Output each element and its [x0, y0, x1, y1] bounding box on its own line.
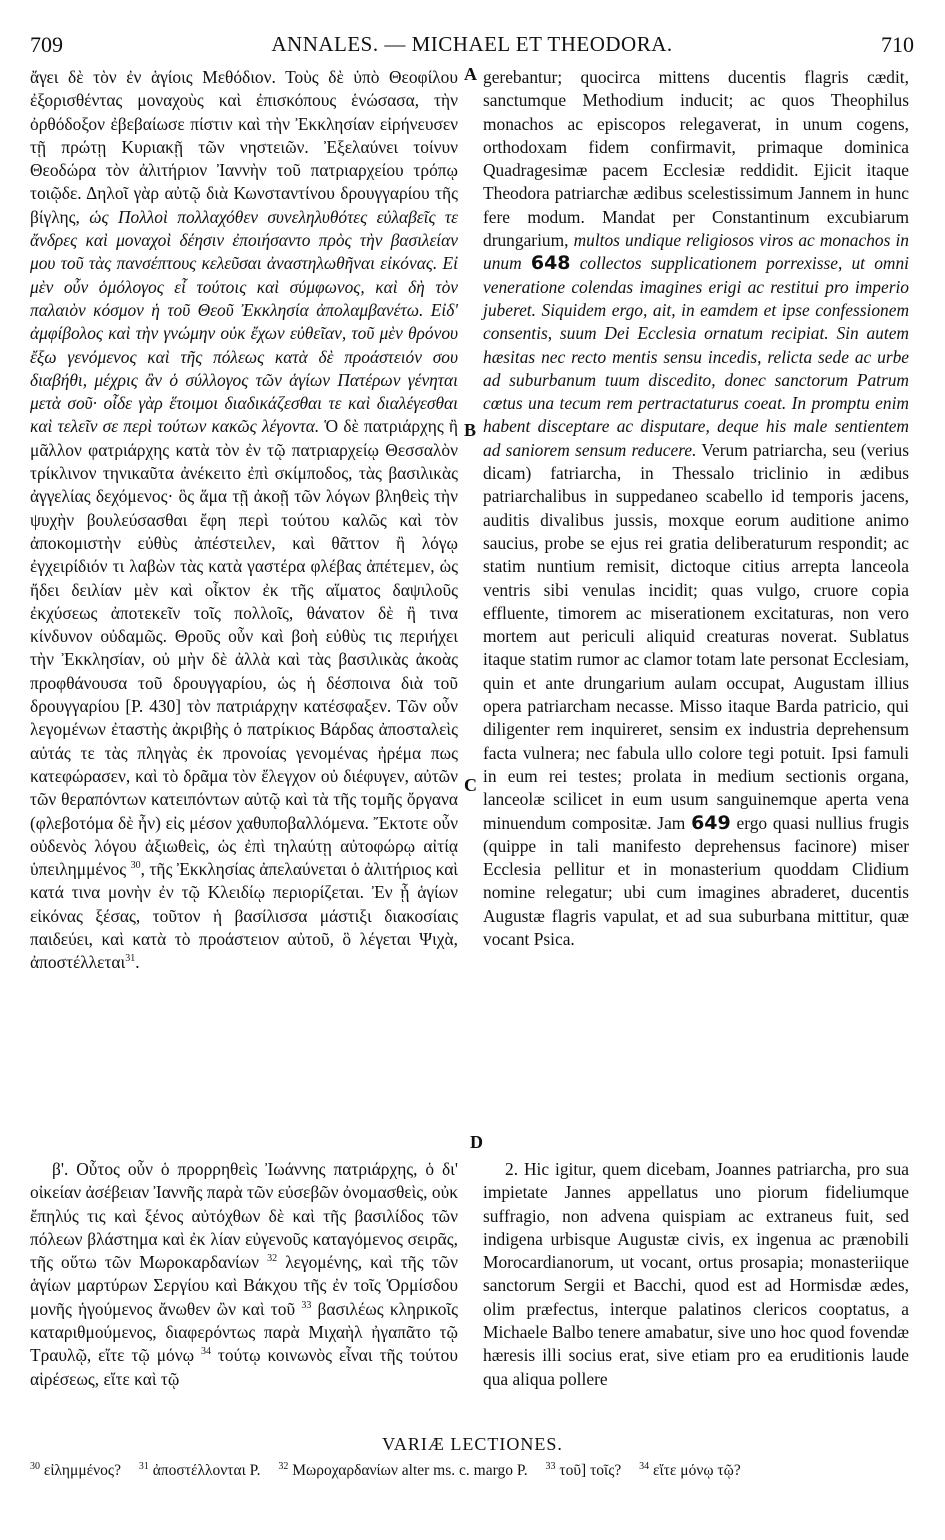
greek-text: ἄγει δὲ τὸν ἐν ἁγίοις Μεθόδιον. Τοὺς δὲ ὑπὸ Θεοφίλου ἐξορισθέντας μοναχοὺς καὶ ἐπισκόπους ἑνώσασα, τὴν ὀρθόδοξον ἐβεβαίωσε πίστιν καὶ τὴν Ἐκκλησίαν εἰρήνευσεν τῇ πρώτῃ Κυριακῇ τῶν νηστειῶν. Ἐξελαύνει τοίνυν Θεοδώρα τὸν ἀλιτήριον Ἰαννὴν τοῦ πατριαρχείου τρόπῳ τοιῷδε. Δηλοῖ γὰρ αὐτῷ διὰ Κωνσταντίνου δρουγγαρίου τῆς βίγλης,: [30, 67, 458, 227]
greek-paragraph-2: [30, 1158, 458, 1391]
variant-text: εἴτε μόνῳ τῷ?: [652, 1462, 741, 1479]
page-number-right: 710: [881, 32, 914, 57]
footnote-number: 32: [278, 1460, 289, 1472]
latin-quoted-letter: collectos supplicationem porrexisse, ut omni veneratione colendas imagines erigi ac restitui pro imperio juberet. Siquidem ergo, ait, in eamdem et ipse confessionem consentis, suum Dei Ecclesia ornatum recipiat. Sin autem hæsitas nec recto mentis sensu incedis, relicta sede ac urbe ad suburbanum tuum discedito, donec sanctorum Patrum cœtus una tecum rem pertractaturus coeat. In promptu enim habent disceptare ac disputare, deque his male sentientem ad saniorem sensum reducere.: [483, 253, 909, 460]
latin-quoted-letter: multos undique religiosos viros ac monachos in unum: [483, 230, 909, 274]
greek-column-upper: [30, 66, 458, 975]
variant-note: [139, 1462, 261, 1479]
greek-text: τούτῳ κοινωνὸς εἶναι τῆς τούτου αἱρέσεως, εἴτε καὶ τῷ: [30, 1345, 458, 1389]
footnote-number: 34: [639, 1460, 650, 1472]
footnote-ref: 31: [125, 953, 136, 965]
variant-text: εἰλημμένος?: [43, 1462, 121, 1479]
running-header: [22, 22, 922, 60]
variant-text: ἀποστέλλονται P.: [152, 1462, 261, 1479]
greek-paragraph-1: [30, 66, 458, 975]
latin-column-lower: [483, 1158, 909, 1391]
footnote-number: 30: [30, 1460, 40, 1472]
page-number-left: 709: [30, 32, 63, 57]
greek-text: Ὁ δὲ πατριάρχης ἢ μᾶλλον φατριάρχης κατὰ τὸν ἐν τῷ πατριαρχείῳ Θεσσαλὸν τρίκλινον τηνικαῦτα ἀνέκειτο ἐπὶ σκίμποδος, τὰς βασιλικὰς ἀγγελίας δεχόμενος· ὃς ἅμα τῇ ἀκοῇ τῶν λόγων βληθεὶς τὴν ψυχὴν βουλεύσασθαι ἔφη περὶ τούτου καλῶς καὶ τὸν ἀποκομιστὴν εὐθὺς ἀπέστειλεν, καὶ θᾶττον ἢ λόγῳ ἐγχειρίδιόν τι λαβὼν τὰς κατὰ γαστέρα φλέβας ἀπέτεμεν, ὡς ἤδει δειλίαν μὲν καὶ οἶκτον ἐκ τῆς αἵματος δαψιλοῦς ἐκχύσεως ἀποτεκεῖν τοῖς πολλοῖς, θάνατον δὲ ἢ τινα κίνδυνον οὐδαμῶς. Θροῦς οὖν καὶ βοὴ εὐθὺς τις περιήχει τὴν Ἐκκλησίαν, οὐ μὴν δὲ ἀλλὰ καὶ τὰς βασιλικὰς ἀκοὰς προφθάνουσα τοῦ δρουγγαρίου, ὡς ἡ δέσποινα διὰ τοῦ δρουγγαρίου [P. 430] τὸν πατριάρχην κατέσφαξεν. Τῶν οὖν λεγομένων ἐταστὴς ἀκριβὴς ὁ πατρίκιος Βάρδας ἀποσταλεὶς αὐτάς τε τὰς πληγὰς ἐκ προνοίας γενομένας ἠρέμα πως κατεφώρασεν, καὶ τὸ δρᾶμα τὸν ἔλεγχον οὐ διέφυγεν, αὐτῶν τῶν θεραπόντων κατειπόντων αὐτῷ καὶ τὰ τῆς τομῆς ὄργανα (φλεβοτόμα δὲ ἦν) εἰς μέσον χαθυποβαλλόμενα. Ἔκτοτε οὖν οὐδενὸς λόγου ἀξιωθεὶς, ὡς ἐπὶ τηλαύτῃ αὐτοφώρῳ αἰτίᾳ ὑπειλημμένος: [30, 416, 458, 880]
variant-text: Μωροχαρδανίων alter ms. c. margo P.: [292, 1462, 528, 1479]
migne-column-number: 648: [530, 252, 571, 275]
variant-note: [639, 1462, 741, 1479]
latin-paragraph-2: 2. Hic igitur, quem dicebam, Joannes patriarcha, pro sua impietate Jannes appellatus uno piorum fideliumque suffragio, non advena quispiam ac extraneus fuit, sed indigena urbisque Augustæ civis, ex ingenua ac prænobili Morocardianorum, ut vocant, ortus prosapia; monasteriique sanctorum Sergii et Bacchi, quod est ad Hormisdæ ædes, olim præfectus, interque palatinos clericos cooptatus, a Michaele Balbo tenere amabatur, sive uno hoc quod fovendæ hæresis illi socius erat, sive etiam pro ea eruditionis laude qua aliqua pollere: [483, 1159, 909, 1389]
variant-note: [278, 1462, 527, 1479]
greek-quoted-letter: ὡς Πολλοὶ πολλαχόθεν συνεληλυθότες εὐλαβεῖς τε ἄνδρες καὶ μοναχοὶ δέησιν ἐποιήσαντο πρὸς τὴν βασιλείαν μου τοῦ τὰς πανσέπτους κελεῦσαι ἀναστηλωθῆναι εἰκόνας. Εἰ μὲν οὖν ὁμόλογος εἶ τούτοις καὶ σύμφωνος, καὶ δὴ τὸν παλαιὸν κόσμον ἡ τοῦ Θεοῦ Ἐκκλησία ἀπολαμβανέτω. Εἰδ' ἀμφίβολος καὶ τὴν γνώμην οὐκ ἔχων εὐθεῖαν, τοῦ μὲν θρόνου ἔξω γενόμενος καὶ τῆς πόλεως κατὰ δὲ προάστειόν σου διαβήθι, μέχρις ἂν ὁ σύλλογος τῶν ἁγίων Πατέρων γένηται μετὰ σοῦ· οἶδε γὰρ ἕτοιμοι διαδικάζεσθαι τε καὶ διαλέγεσθαι καὶ τελεῖν σε περὶ τούτων κακῶς λέγοντα.: [30, 206, 458, 437]
latin-paragraph-1: [483, 66, 909, 951]
footnote-ref: 34: [200, 1346, 211, 1358]
variant-note: [546, 1462, 622, 1479]
footnote-ref: 32: [267, 1253, 278, 1265]
running-title: ANNALES. — MICHAEL ET THEODORA.: [271, 32, 673, 56]
greek-text: λεγομένης, καὶ τῆς τῶν ἁγίων μαρτύρων Σεργίου καὶ Βάκχου τῆς ἐν τοῖς Ὁρμίσδου μονῆς ἡγούμενος ἄνωθεν ὢν καὶ τοῦ: [30, 1252, 458, 1319]
section-marker-c: C: [464, 775, 477, 795]
greek-text: βασιλέως κληρικοῖς καταριθμούμενος, διαφερόντως παρὰ Μιχαὴλ ἠγαπᾶτο τῷ Τραυλῷ, εἴτε τῷ μόνῳ: [30, 1298, 458, 1366]
footnote-number: 31: [138, 1460, 149, 1472]
footnote-ref: 30: [130, 860, 141, 872]
variae-lectiones-title: VARIÆ LECTIONES.: [382, 1434, 563, 1454]
variant-note: [30, 1462, 121, 1479]
latin-text: ergo quasi nullius frugis (quippe in tali manifesto deprehensus facinore) miser Ecclesia pellitur et in monasterium quoddam Clidium nomine relegatur; ubi cum imagines abraderet, ducentis Augustæ flagris vapulat, et ad sua suburbana mittitur, quæ vocant Psica.: [483, 812, 909, 949]
variae-lectiones-notes: [30, 1460, 910, 1482]
footnote-ref: 33: [301, 1299, 312, 1311]
greek-column-lower: [30, 1158, 458, 1391]
latin-column-upper: [483, 66, 909, 951]
footnote-number: 33: [545, 1460, 556, 1472]
section-marker-b: B: [464, 420, 477, 440]
variant-text: τοῦ] τοῖς?: [559, 1462, 622, 1479]
greek-text: , τῆς Ἐκκλησίας ἀπελαύνεται ὁ ἀλιτήριος καὶ κατά τινα μονὴν ἐν τῷ Κλειδίῳ περιορίζεται. Ἐν ᾗ ἁγίων εἰκόνας ξέσας, τοῦτον ἡ βασίλισσα μάστιξι διακοσίαις παιδεύει, καὶ κατὰ τὸ προάστειον αὐτοῦ, ὃ λέγεται Ψιχὰ, ἀποστέλλεται: [30, 859, 458, 973]
latin-text: Verum patriarcha, seu (verius dicam) fatriarcha, in Thessalo triclinio in ædibus patriarchalibus in suppedaneo scabello id temporis jacens, auditis divalibus jussis, moxque eorum auditione animo saucius, probe se ejus rei gratia deliberaturum respondit; ac statim nuntium remisit, dictoque citius arrepta lanceola ventris sibi venulas incidit; quas vulgo, cruore copia effluente, timorem ac miserationem excitaturas, non vero mortem aut periculi aliquid creaturas noverat. Sublatus itaque statim rumor ac clamor totam late personat Ecclesiam, quin et ante drungarium aulam occupat, Augustam illius opera patriarcham necasse. Misso itaque Barda patricio, qui diligenter rem inquireret, sensim ex industria deprehensum facta vulnera; nec fabula ullo colore tegi potuit. Ipsi famuli in eum rei testes; prolata in medium sectionis organa, lanceolæ scilicet in eum usum sanguinemque aperta vena minuendum compositæ. Jam: [483, 439, 909, 833]
section-marker-a: A: [464, 64, 477, 84]
section-marker-d: D: [470, 1132, 483, 1152]
greek-text: β'. Οὗτος οὖν ὁ προρρηθεὶς Ἰωάννης πατριάρχης, ὁ δι' οἰκείαν ἀσέβειαν Ἰαννῆς παρὰ τῶν εὐσεβῶν ὀνομασθεὶς, οὐκ ἔπηλύς τις καὶ ξένος αὐτόχθων δὲ καὶ τῆς βασιλίδος τῶν πόλεων βλάστημα καὶ ἐκ λίαν εὐγενοῦς καταγόμενος σειρᾶς, τῆς οὕτω τῶν Μωροκαρδανίων: [30, 1159, 458, 1273]
migne-column-number: 649: [691, 811, 731, 834]
greek-text: .: [135, 952, 140, 973]
latin-text: gerebantur; quocirca mittens ducentis flagris cædit, sanctumque Methodium inducit; ac quos Theophilus monachos ac episcopos relegaverat, in unum cogens, orthodoxam fidem confirmavit, primaque dominica Quadragesimæ pacem Ecclesiæ reddidit. Ejicit itaque Theodora patriarchæ ædibus scelestissimum Jannem in hunc fere modum. Mandat per Constantinum excubiarum drungarium,: [483, 67, 909, 251]
